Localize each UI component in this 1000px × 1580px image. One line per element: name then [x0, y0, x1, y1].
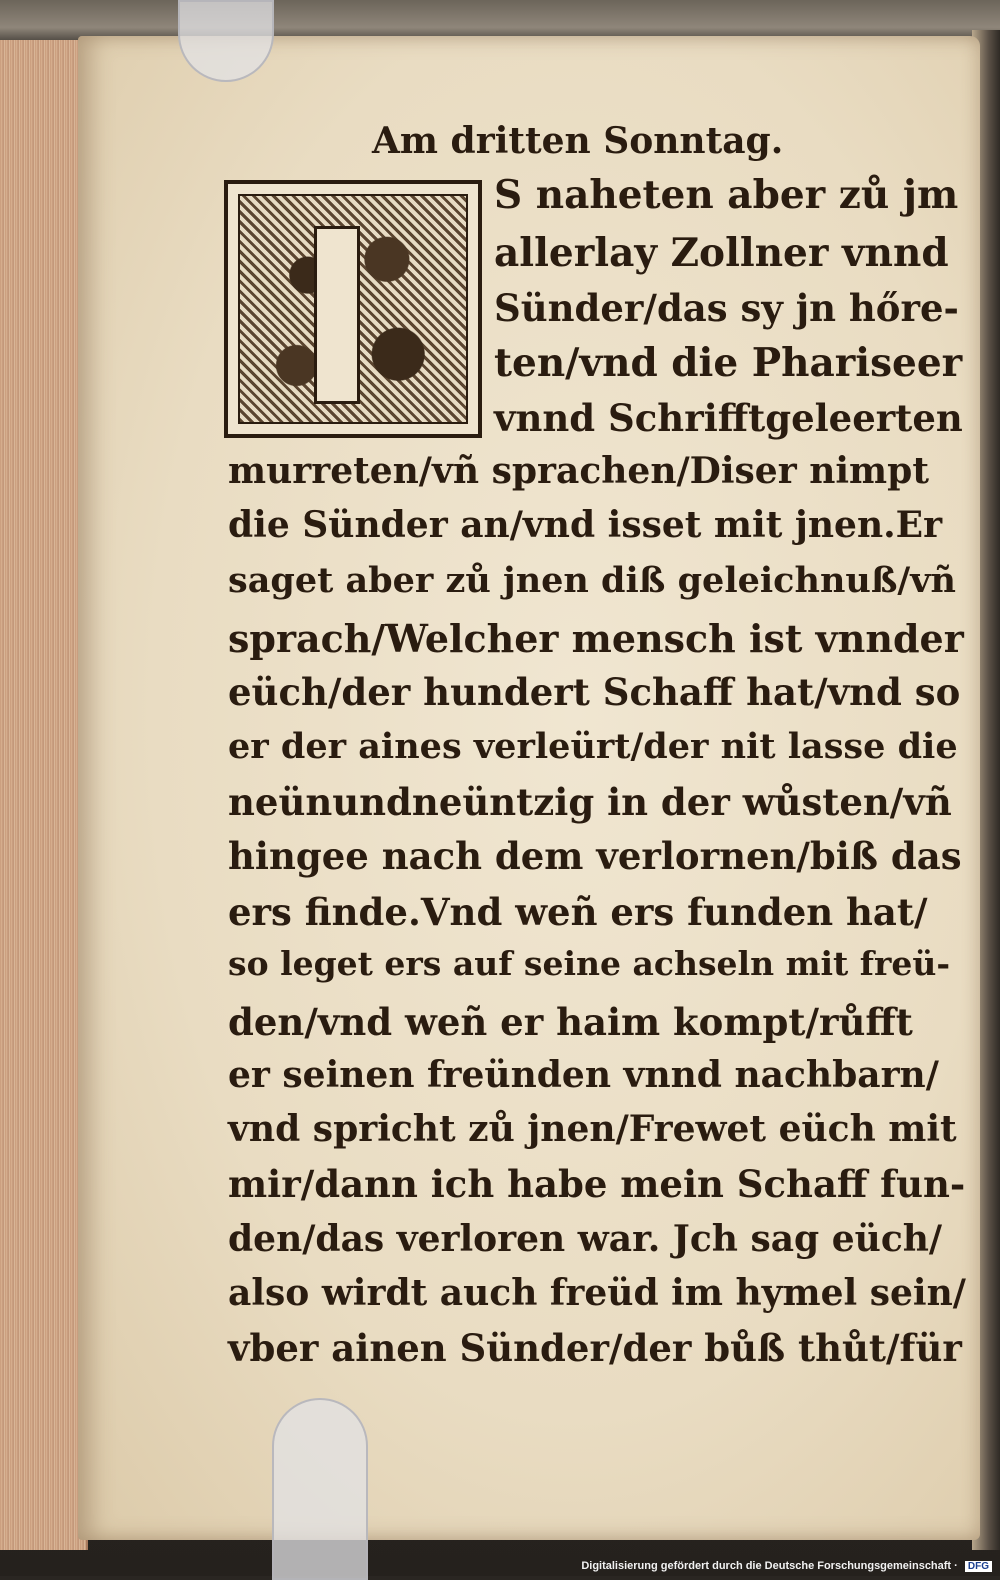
text-line: neünundneüntzig in der wůsten/vñ	[228, 780, 952, 824]
dfg-logo: DFG	[965, 1561, 992, 1572]
text-line: Sünder/das sy jn hőre-	[494, 286, 959, 330]
text-line: vnnd Schrifftgeleerten	[494, 396, 963, 440]
text-line: ten/vnd die Phariseer	[494, 340, 963, 386]
digitization-credit	[581, 1560, 992, 1572]
text-line: murreten/vñ sprachen/Diser nimpt	[228, 450, 929, 492]
text-line: den/das verloren war. Jch sag eüch/	[228, 1218, 943, 1260]
text-line: also wirdt auch freüd im hymel sein/	[228, 1272, 966, 1314]
text-line: den/vnd weñ er haim kompt/růfft	[228, 1000, 913, 1044]
text-line: hingee nach dem verlornen/biß das	[228, 834, 962, 878]
woodcut-initial-letter	[224, 180, 482, 438]
text-line: S naheten aber zů jm	[494, 172, 959, 218]
text-line: mir/dann ich habe mein Schaff fun-	[228, 1162, 966, 1206]
text-line: er der aines verleürt/der nit lasse die	[228, 726, 958, 767]
text-line: saget aber zů jnen diß geleichnuß/vñ	[228, 560, 956, 601]
text-line: so leget ers auf seine achseln mit freü-	[228, 944, 951, 983]
text-line: vnd spricht zů jnen/Frewet eüch mit	[228, 1108, 957, 1150]
text-line: vber ainen Sünder/der bůß thůt/für	[228, 1326, 962, 1370]
text-line: eüch/der hundert Schaff hat/vnd so	[228, 670, 961, 714]
text-line: er seinen freünden vnnd nachbarn/	[228, 1054, 939, 1096]
woodcut-illustration	[238, 194, 468, 424]
bottom-clip	[272, 1398, 368, 1580]
credit-text: Digitalisierung gefördert durch die Deutsche Forschungsgemeinschaft ·	[581, 1560, 958, 1572]
text-line: sprach/Welcher mensch ist vnnder	[228, 616, 964, 661]
text-line: allerlay Zollner vnnd	[494, 230, 949, 276]
page-heading: Am dritten Sonntag.	[372, 120, 784, 162]
text-line: ers finde.Vnd weñ ers funden hat/	[228, 890, 928, 934]
page-block-edge	[0, 40, 88, 1550]
text-line: die Sünder an/vnd isset mit jnen.Er	[228, 504, 943, 546]
initial-letter-shape	[314, 226, 360, 404]
